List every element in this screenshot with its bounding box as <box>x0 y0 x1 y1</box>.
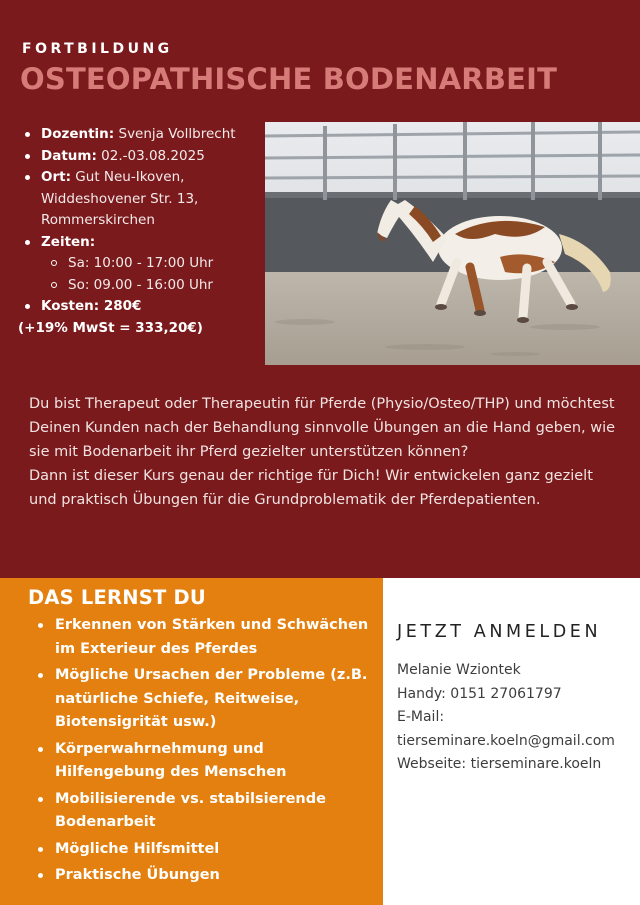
date-item <box>22 146 267 168</box>
location-label: Ort: <box>41 169 71 185</box>
learn-list <box>33 614 378 891</box>
email-address[interactable]: tierseminare.koeln@gmail.com <box>397 732 615 749</box>
learn-item: Mögliche Hilfsmittel <box>33 838 378 862</box>
location-line: Widdeshovener Str. 13, <box>41 190 199 207</box>
course-details <box>18 124 267 339</box>
times-label: Zeiten: <box>41 233 96 250</box>
location-line: Gut Neu-Ikoven, <box>75 169 185 185</box>
cost-gross: (+19% MwSt = 333,20€) <box>18 319 203 336</box>
location-item <box>22 167 267 189</box>
horse-photo <box>265 122 640 365</box>
lecturer-value: Svenja Vollbrecht <box>118 126 236 142</box>
intro-text <box>29 392 619 512</box>
lecturer-item <box>22 124 267 146</box>
learn-item: Mögliche Ursachen der Probleme (z.B. natürliche Schiefe, Reitweise, Biotensigrität usw.) <box>33 664 378 735</box>
registration-heading: JETZT ANMELDEN <box>397 622 602 642</box>
learn-item: Praktische Übungen <box>33 864 378 888</box>
time-sunday: So: 09.00 - 16:00 Uhr <box>22 275 267 297</box>
email-label: E-Mail: <box>397 709 445 725</box>
overline-label: FORTBILDUNG <box>22 41 173 57</box>
times-item <box>22 232 267 254</box>
time-saturday: Sa: 10:00 - 17:00 Uhr <box>22 253 267 275</box>
contact-name: Melanie Wziontek <box>397 662 521 678</box>
learn-section <box>0 578 383 905</box>
learn-item: Erkennen von Stärken und Schwächen im Exterieur des Pferdes <box>33 614 378 661</box>
contact-phone: Handy: 0151 27061797 <box>397 685 562 702</box>
horse-photo-illustration <box>265 122 640 365</box>
location-line: Rommerskirchen <box>41 212 155 228</box>
learn-heading: DAS LERNST DU <box>28 586 206 609</box>
date-label: Datum: <box>41 147 97 164</box>
page-title: OSTEOPATHISCHE BODENARBEIT <box>20 62 558 96</box>
website-link[interactable]: Webseite: tierseminare.koeln <box>397 756 602 772</box>
cost-label: Kosten: 280€ <box>41 298 142 314</box>
cost-item <box>22 296 267 318</box>
lecturer-label: Dozentin: <box>41 126 115 142</box>
intro-paragraph: Dann ist dieser Kurs genau der richtige für Dich! Wir entwickelen ganz gezielt und praktisch Übungen für die Grundproblematik der Pferdepatienten. <box>29 468 593 508</box>
learn-item: Mobilisierende vs. stabilsierende Bodenarbeit <box>33 788 378 835</box>
date-value: 02.-03.08.2025 <box>101 147 205 164</box>
registration-section <box>397 622 640 777</box>
intro-paragraph: Du bist Therapeut oder Therapeutin für Pferde (Physio/Osteo/THP) und möchtest Deinen Kunden nach der Behandlung sinnvolle Übungen an die Hand geben, wie sie mit Bodenarbeit ihr Pferd gezielter unterstützen können? <box>29 396 616 460</box>
learn-item: Körperwahrnehmung und Hilfengebung des Menschen <box>33 738 378 785</box>
